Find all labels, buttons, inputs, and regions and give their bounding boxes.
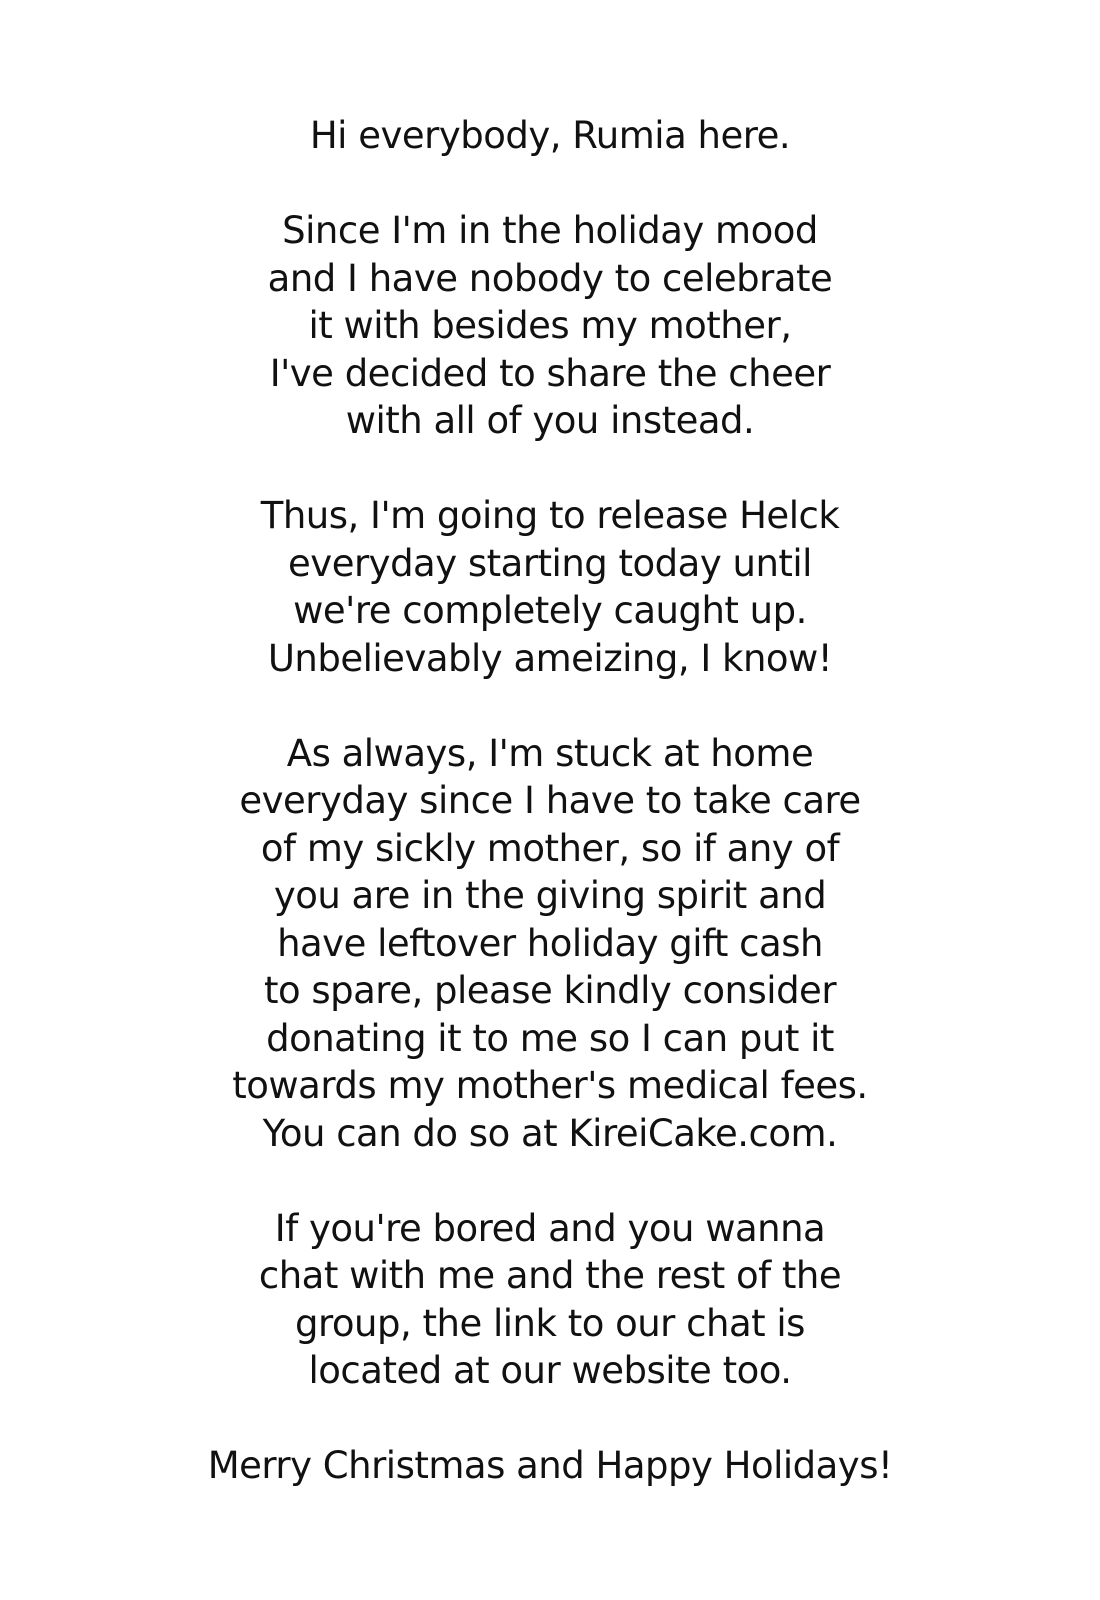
chat-paragraph [150, 1205, 950, 1395]
closing-paragraph [150, 1442, 950, 1490]
text-line: everyday since I have to take care [239, 779, 861, 822]
text-line: donating it to me so I can put it [266, 1016, 834, 1060]
text-line: located at our website too. [308, 1349, 792, 1392]
holiday-mood-paragraph [150, 207, 950, 445]
text-line: it with besides my mother, [308, 304, 792, 347]
text-line: to spare, please kindly consider [263, 969, 837, 1012]
closing-line: Merry Christmas and Happy Holidays! [207, 1444, 893, 1487]
text-line: Since I'm in the holiday mood [282, 209, 818, 252]
text-line: Hi everybody, Rumia here. [309, 114, 791, 157]
text-line: Unbelievably ameizing, I know! [267, 636, 833, 680]
text-line: Thus, I'm going to release Helck [260, 494, 840, 537]
text-line: we're completely caught up. [293, 589, 807, 632]
text-line: have leftover holiday gift cash [277, 921, 823, 965]
text-line: of my sickly mother, so if any of [260, 826, 840, 870]
text-line: As always, I'm stuck at home [286, 731, 814, 775]
letter-body [150, 112, 950, 1490]
text-line: You can do so at KireiCake.com. [262, 1111, 838, 1155]
text-line: towards my mother's medical fees. [232, 1064, 868, 1107]
text-line: I've decided to share the cheer [269, 351, 831, 395]
greeting-paragraph [150, 112, 950, 160]
text-line: everyday starting today until [288, 541, 812, 585]
release-schedule-paragraph [150, 492, 950, 682]
text-line: with all of you instead. [345, 399, 755, 442]
text-line: chat with me and the rest of the [258, 1254, 842, 1297]
donation-paragraph [150, 730, 950, 1158]
text-line: group, the link to our chat is [295, 1301, 805, 1345]
text-line: and I have nobody to celebrate [267, 256, 833, 300]
text-line: you are in the giving spirit and [273, 874, 827, 917]
text-line: If you're bored and you wanna [274, 1206, 826, 1250]
